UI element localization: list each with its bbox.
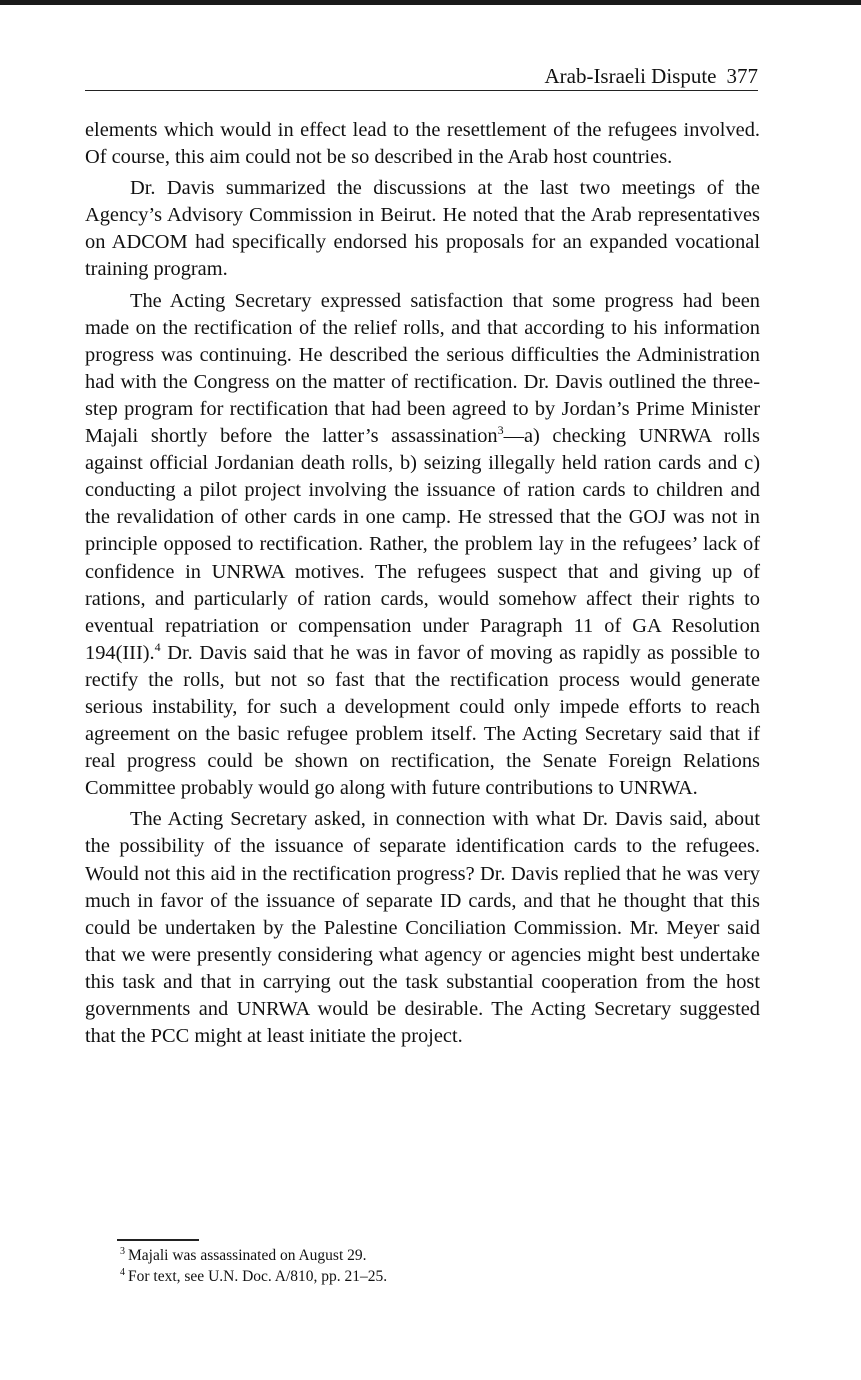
paragraph-text: Dr. Davis summarized the discussions at the last two meetings of the Agency’s Advisory Commission in Beirut. He noted that the Arab representatives on ADCOM had specifically endorsed his proposals for an expanded vocational training program. bbox=[85, 177, 760, 281]
paragraph-continued bbox=[85, 117, 760, 171]
paragraph-text: —a) checking UNRWA rolls against official Jordanian death rolls, b) seizing illegally held ration cards and c) conducting a pilot project involving the issuance of ration cards to children and the revalidation of other cards in one camp. He stressed that the GOJ was not in principle opposed to rectification. Rather, the problem lay in the refugees’ lack of confidence in UNRWA motives. The refugees suspect that and giving up of rations, and particularly of ration cards, would somehow affect their rights to eventual repatriation or compensation under Paragraph 11 of GA Resolution 194(III). bbox=[85, 425, 760, 664]
paragraph-advisory-commission bbox=[85, 175, 760, 283]
running-title: Arab-Israeli Dispute bbox=[544, 64, 717, 88]
paragraph-rectification bbox=[85, 288, 760, 803]
paragraph-text: elements which would in effect lead to the resettlement of the refugees involved. Of course, this aim could not be so described in the Arab host countries. bbox=[85, 119, 760, 169]
page-top-edge bbox=[0, 0, 861, 5]
footnote-reference-3: 3 bbox=[497, 423, 504, 438]
footnotes bbox=[120, 1245, 760, 1287]
footnote-4 bbox=[120, 1266, 760, 1287]
footnote-3 bbox=[120, 1245, 760, 1266]
paragraph-text: The Acting Secretary expressed satisfaction that some progress had been made on the rectification of the relief rolls, and that according to his information progress was continuing. He described the serious difficulties the Administration had with the Congress on the matter of rectification. Dr. Davis outlined the three-step program for rectification that had been agreed to by Jordan’s Prime Minister Majali shortly before the latter’s assassination bbox=[85, 289, 760, 448]
footnote-text: Majali was assassinated on August 29. bbox=[128, 1247, 367, 1264]
paragraph-identification-cards bbox=[85, 806, 760, 1050]
footnote-reference-4: 4 bbox=[154, 639, 161, 654]
page-number: 377 bbox=[726, 64, 758, 88]
footnote-text: For text, see U.N. Doc. A/810, pp. 21–25. bbox=[128, 1268, 388, 1285]
paragraph-text: The Acting Secretary asked, in connection with what Dr. Davis said, about the possibility of the issuance of separate identification cards to the refugees. Would not this aid in the rectification progress? Dr. Davis replied that he was very much in favor of the issuance of separate ID cards, and that he thought that this could be undertaken by the Palestine Conciliation Commission. Mr. Meyer said that we were presently considering what agency or agencies might best undertake this task and that in carrying out the task substantial cooperation from the host governments and UNRWA would be desirable. The Acting Secretary suggested that the PCC might at least initiate the project. bbox=[85, 808, 760, 1048]
footnote-marker: 4 bbox=[120, 1266, 125, 1278]
footnote-separator bbox=[117, 1239, 199, 1241]
running-header bbox=[85, 62, 758, 91]
paragraph-text: Dr. Davis said that he was in favor of moving as rapidly as possible to rectify the rolls, but not so fast that the rectification process would generate serious instability, for such a development could only impede efforts to reach agreement on the basic refugee problem itself. The Acting Secretary said that if real progress could be shown on rectification, the Senate Foreign Relations Committee probably would go along with future contributions to UNRWA. bbox=[85, 641, 760, 800]
footnote-marker: 3 bbox=[120, 1245, 125, 1257]
body-text bbox=[85, 117, 760, 1054]
